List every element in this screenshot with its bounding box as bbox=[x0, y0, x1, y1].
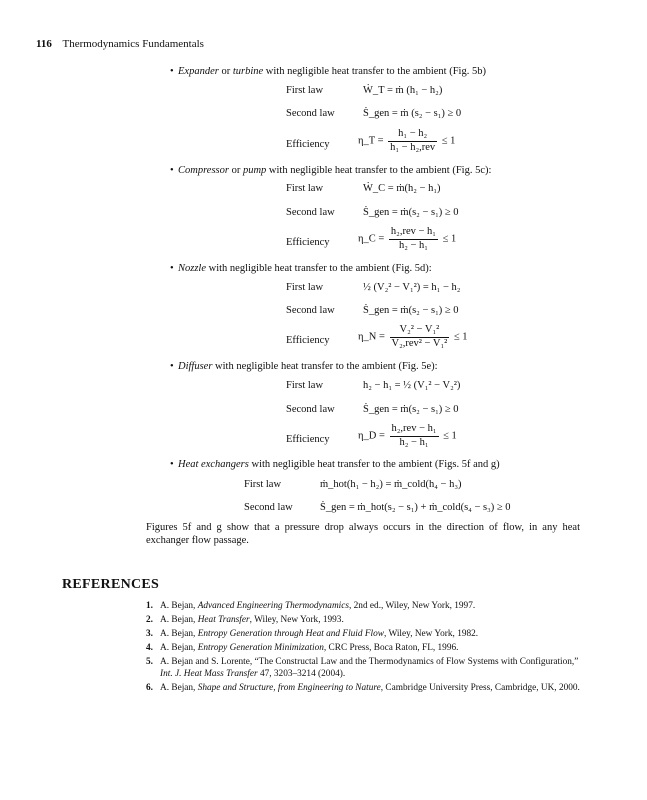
reference-details: , 2nd ed., Wiley, New York, 1997. bbox=[349, 601, 476, 611]
fraction-denominator: h₁ − h₂,rev bbox=[390, 141, 436, 153]
label-first-law: First law bbox=[286, 282, 324, 293]
equation-efficiency bbox=[358, 423, 457, 449]
label-efficiency: Efficiency bbox=[286, 434, 330, 445]
efficiency-fraction bbox=[390, 324, 450, 350]
label-first-law: First law bbox=[244, 479, 282, 490]
reference-number: 6. bbox=[146, 683, 153, 694]
reference-authors: A. Bejan, bbox=[160, 601, 198, 611]
bullet-join: or bbox=[228, 165, 243, 176]
bullet-lead: Heat exchangers bbox=[178, 459, 249, 470]
bullet-rest: with negligible heat transfer to the ambient (Fig. 5e): bbox=[212, 361, 438, 372]
label-efficiency: Efficiency bbox=[286, 335, 330, 346]
reference-authors: A. Bejan and S. Lorente, “The Constructal Law and the Thermodynamics of Flow Systems with Configuration,” bbox=[160, 657, 579, 668]
equation-second-law: Ṡ_gen = ṁ(s₂ − s₁) ≥ 0 bbox=[363, 305, 459, 316]
efficiency-rhs: ≤ 1 bbox=[441, 135, 456, 147]
reference-item bbox=[146, 629, 586, 641]
reference-details: , Cambridge University Press, Cambridge, UK, 2000. bbox=[380, 683, 580, 694]
bullet-dot: • bbox=[170, 459, 174, 470]
bullet-alt: pump bbox=[242, 165, 267, 176]
efficiency-lhs: η_C = bbox=[358, 233, 385, 245]
equation-first-law: ṁ_hot(h₁ − h₂) = ṁ_cold(h₄ − h₃) bbox=[320, 479, 462, 490]
equation-efficiency bbox=[358, 226, 456, 252]
references-list bbox=[146, 601, 586, 697]
equation-second-law: Ṡ_gen = ṁ(s₂ − s₁) ≥ 0 bbox=[363, 207, 459, 218]
running-title: Thermodynamics Fundamentals bbox=[62, 38, 204, 50]
body-paragraph: Figures 5f and g show that a pressure drop always occurs in the direction of flow, in any heat exchanger flow passage. bbox=[146, 522, 580, 546]
fraction-numerator: h₂,rev − h₁ bbox=[389, 226, 438, 240]
running-header bbox=[36, 38, 204, 51]
equation-first-law: h₂ − h₁ = ½ (V₁² − V₂²) bbox=[363, 380, 461, 391]
bullet-rest: with negligible heat transfer to the ambient (Fig. 5c): bbox=[266, 165, 492, 176]
equation-second-law: Ṡ_gen = ṁ(s₂ − s₁) ≥ 0 bbox=[363, 404, 459, 415]
label-first-law: First law bbox=[286, 183, 324, 194]
reference-title: Advanced Engineering Thermodynamics bbox=[197, 601, 349, 611]
efficiency-lhs: η_N = bbox=[358, 331, 385, 343]
label-second-law: Second law bbox=[244, 502, 293, 513]
equation-second-law: Ṡ_gen = ṁ_hot(s₂ − s₁) + ṁ_cold(s₄ − s₃) ≥ 0 bbox=[320, 502, 511, 513]
bullet-nozzle bbox=[170, 263, 590, 276]
fraction-numerator: h₁ − h₂ bbox=[388, 128, 437, 142]
label-second-law: Second law bbox=[286, 404, 335, 415]
equation-efficiency bbox=[358, 128, 455, 154]
bullet-rest: with negligible heat transfer to the ambient (Figs. 5f and g) bbox=[248, 459, 500, 470]
equation-second-law: Ṡ_gen = ṁ (s₂ − s₁) ≥ 0 bbox=[363, 108, 462, 119]
efficiency-fraction bbox=[388, 128, 437, 154]
label-first-law: First law bbox=[286, 85, 324, 96]
efficiency-fraction bbox=[389, 226, 438, 252]
reference-authors: A. Bejan, bbox=[160, 615, 198, 626]
fraction-denominator: h₂ − h₁ bbox=[398, 239, 428, 251]
efficiency-rhs: ≤ 1 bbox=[442, 233, 457, 245]
bullet-dot: • bbox=[170, 361, 174, 372]
reference-item bbox=[146, 643, 586, 655]
efficiency-rhs: ≤ 1 bbox=[453, 331, 468, 343]
reference-title: Int. J. Heat Mass Transfer bbox=[160, 669, 258, 680]
bullet-lead: Nozzle bbox=[178, 263, 207, 274]
reference-title: Entropy Generation Minimization bbox=[197, 643, 324, 654]
reference-number: 1. bbox=[146, 601, 153, 611]
reference-number: 4. bbox=[146, 643, 153, 654]
fraction-denominator: h₂ − h₁ bbox=[399, 436, 429, 448]
label-second-law: Second law bbox=[286, 108, 335, 119]
fraction-numerator: h₂,rev − h₁ bbox=[390, 423, 439, 437]
reference-details: , Wiley, New York, 1982. bbox=[383, 629, 479, 640]
bullet-lead: Diffuser bbox=[178, 361, 213, 372]
label-efficiency: Efficiency bbox=[286, 237, 330, 248]
references-heading: REFERENCES bbox=[62, 577, 160, 592]
bullet-compressor bbox=[170, 165, 590, 178]
reference-number: 5. bbox=[146, 657, 153, 668]
bullet-diffuser bbox=[170, 361, 590, 374]
equation-first-law: Ẇ_C = ṁ(h₂ − h₁) bbox=[363, 183, 441, 194]
bullet-alt: turbine bbox=[232, 66, 264, 77]
reference-item bbox=[146, 657, 586, 680]
reference-title: Entropy Generation through Heat and Fluid Flow bbox=[197, 629, 384, 640]
bullet-dot: • bbox=[170, 66, 174, 77]
label-efficiency: Efficiency bbox=[286, 139, 330, 150]
reference-item bbox=[146, 615, 586, 627]
fraction-denominator: V₂,rev² − V₁² bbox=[391, 337, 448, 349]
reference-item bbox=[146, 601, 586, 613]
reference-authors: A. Bejan, bbox=[160, 643, 198, 654]
reference-item bbox=[146, 683, 586, 695]
efficiency-fraction bbox=[390, 423, 439, 449]
equation-first-law: ½ (V₂² − V₁²) = h₁ − h₂ bbox=[363, 282, 461, 293]
reference-number: 2. bbox=[146, 615, 153, 626]
reference-authors: A. Bejan, bbox=[160, 629, 198, 640]
reference-title: Shape and Structure, from Engineering to Nature bbox=[197, 683, 381, 694]
reference-title: Heat Transfer bbox=[197, 615, 250, 626]
bullet-heat-exchangers bbox=[170, 459, 590, 472]
efficiency-lhs: η_D = bbox=[358, 430, 385, 442]
label-second-law: Second law bbox=[286, 207, 335, 218]
bullet-dot: • bbox=[170, 165, 174, 176]
bullet-expander bbox=[170, 66, 590, 79]
efficiency-lhs: η_T = bbox=[358, 135, 384, 147]
reference-details: , CRC Press, Boca Raton, FL, 1996. bbox=[323, 643, 459, 654]
reference-details: , Wiley, New York, 1993. bbox=[249, 615, 344, 626]
equation-first-law: Ẇ_T = ṁ (h₁ − h₂) bbox=[363, 85, 443, 96]
bullet-rest: with negligible heat transfer to the ambient (Fig. 5b) bbox=[263, 66, 486, 77]
equation-efficiency bbox=[358, 324, 468, 350]
reference-details: 47, 3203–3214 (2004). bbox=[257, 669, 346, 680]
label-first-law: First law bbox=[286, 380, 324, 391]
bullet-lead: Compressor bbox=[178, 165, 229, 176]
label-second-law: Second law bbox=[286, 305, 335, 316]
fraction-numerator: V₂² − V₁² bbox=[390, 324, 450, 338]
bullet-join: or bbox=[218, 66, 233, 77]
bullet-dot: • bbox=[170, 263, 174, 274]
page-number: 116 bbox=[36, 38, 52, 50]
reference-authors: A. Bejan, bbox=[160, 683, 198, 694]
efficiency-rhs: ≤ 1 bbox=[443, 430, 457, 442]
bullet-rest: with negligible heat transfer to the ambient (Fig. 5d): bbox=[206, 263, 432, 274]
bullet-lead: Expander bbox=[178, 66, 219, 77]
reference-number: 3. bbox=[146, 629, 153, 640]
